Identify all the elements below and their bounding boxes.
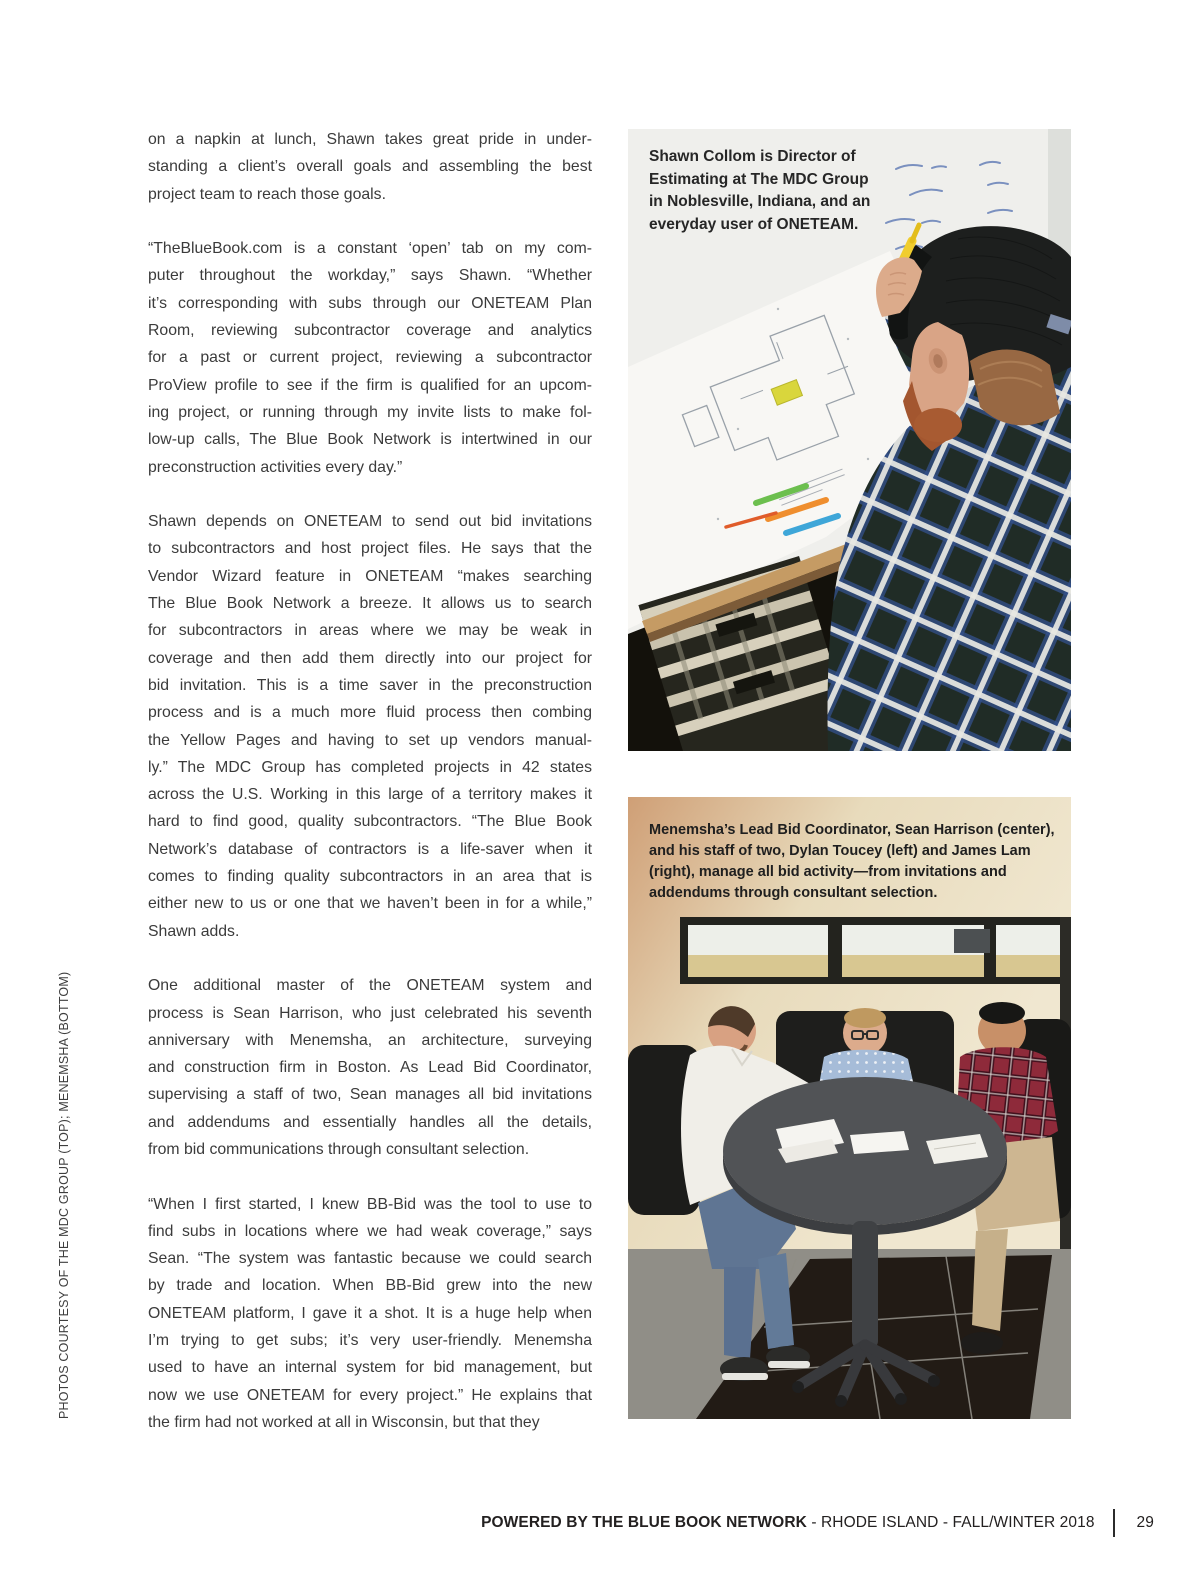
text-line: The Blue Book Network a breeze. It allows us to search (148, 595, 592, 613)
paragraph (148, 126, 592, 208)
text-line: it’s corresponding with subs through our ONETEAM Plan (148, 294, 592, 312)
text-line: process is Sean Harrison, who just celebrated his seventh (148, 1004, 592, 1022)
paragraph (148, 235, 592, 481)
article-text (148, 126, 592, 1464)
text-line: “When I first started, I knew BB-Bid was the tool to use to (148, 1195, 592, 1213)
text-line: and addendums and essentially handles all the details, (148, 1113, 592, 1131)
text-line: Shawn depends on ONETEAM to send out bid invitations (148, 513, 592, 531)
footer-issue: - RHODE ISLAND - FALL/WINTER 2018 (806, 1514, 1095, 1531)
footer-brand: POWERED BY THE BLUE BOOK NETWORK (481, 1514, 807, 1531)
text-line: across the U.S. Working in this large of a territory makes it (148, 786, 592, 804)
text-line: now we use ONETEAM for every project.” He explains that (148, 1386, 592, 1404)
text-line: in Noblesville, Indiana, and an (649, 193, 871, 210)
text-line: preconstruction activities every day.” (148, 458, 403, 476)
paragraph (148, 1191, 592, 1437)
text-line: ing project, or running through my invite lists to make fol- (148, 403, 592, 421)
paragraph (148, 972, 592, 1163)
text-line: “TheBlueBook.com is a constant ‘open’ tab on my com- (148, 240, 592, 258)
text-line: Network’s database of contractors is a life-saver when it (148, 840, 592, 858)
text-line: ONETEAM platform, I gave it a shot. It is a huge help when (148, 1304, 592, 1322)
text-line: Vendor Wizard feature in ONETEAM “makes searching (148, 567, 592, 585)
paragraph (148, 508, 592, 945)
text-line: I’m trying to get subs; it’s very user-friendly. Menemsha (148, 1332, 592, 1350)
text-line: used to have an internal system for bid management, but (148, 1359, 592, 1377)
text-line: and construction firm in Boston. As Lead Bid Coordinator, (148, 1059, 592, 1077)
text-line: the firm had not worked at all in Wisconsin, but that they (148, 1413, 540, 1431)
text-line: hard to find good, quality subcontractors. “The Blue Book (148, 813, 592, 831)
text-line: everyday user of ONETEAM. (649, 215, 859, 233)
text-line: Sean. “The system was fantastic because we could search (148, 1250, 592, 1268)
text-line: anniversary with Menemsha, an architecture, surveying (148, 1031, 592, 1049)
text-line: low-up calls, The Blue Book Network is intertwined in our (148, 431, 592, 449)
text-line: puter throughout the workday,” says Shawn. “Whether (148, 267, 592, 285)
photo-caption (649, 146, 870, 236)
text-line: either new to us or one that we haven’t been in for a while,” (148, 895, 592, 913)
text-line: supervising a staff of two, Sean manages all bid invitations (148, 1086, 592, 1104)
text-line: ly.” The MDC Group has completed projects in 42 states (148, 758, 592, 776)
text-line: on a napkin at lunch, Shawn takes great pride in under- (148, 131, 592, 148)
text-line: from bid communications through consultant selection. (148, 1140, 530, 1158)
text-line: by trade and location. When BB-Bid grew into the new (148, 1277, 592, 1295)
text-line: Menemsha’s Lead Bid Coordinator, Sean Harrison (center), (649, 822, 1055, 838)
text-line: ProView profile to see if the firm is qualified for an upcom- (148, 376, 592, 394)
text-line: the Yellow Pages and having to set up vendors manual- (148, 731, 592, 749)
text-line: for subcontractors in areas where we may be weak in (148, 622, 592, 640)
text-line: process and is a much more fluid process then combing (148, 704, 592, 722)
text-line: Shawn adds. (148, 922, 240, 940)
page-footer (481, 1509, 1154, 1537)
text-line: One additional master of the ONETEAM system and (148, 977, 592, 995)
text-line: find subs in locations where we had weak coverage,” says (148, 1222, 592, 1240)
text-line: to subcontractors and host project files. He says that the (148, 540, 592, 558)
text-line: coverage and then add them directly into our project for (148, 649, 592, 667)
text-line: and his staff of two, Dylan Toucey (left) and James Lam (649, 843, 1031, 859)
text-line: project team to reach those goals. (148, 185, 386, 203)
photo-credit-vertical: PHOTOS COURTESY OF THE MDC GROUP (TOP); MENEMSHA (BOTTOM) (57, 971, 71, 1419)
text-line: for a past or current project, reviewing a subcontractor (148, 349, 592, 367)
photo-caption (649, 820, 1055, 904)
text-line: (right), manage all bid activity—from invitations and (649, 864, 1007, 880)
text-line: Shawn Collom is Director of (649, 148, 856, 165)
beard-jaw (914, 408, 962, 442)
text-line: addendums through consultant selection. (649, 885, 938, 901)
text-line: bid invitation. This is a time saver in the preconstruction (148, 676, 592, 694)
text-line: standing a client’s overall goals and assembling the best (148, 158, 592, 176)
text-line: Room, reviewing subcontractor coverage and analytics (148, 322, 592, 340)
photo-shawn-collom (628, 129, 1071, 751)
photo-menemsha-meeting (628, 797, 1071, 1419)
text-line: comes to finding quality subcontractors in an area that is (148, 868, 592, 886)
page-number: 29 (1136, 1514, 1154, 1531)
footer-divider (1113, 1509, 1115, 1537)
text-line: Estimating at The MDC Group (649, 170, 869, 188)
